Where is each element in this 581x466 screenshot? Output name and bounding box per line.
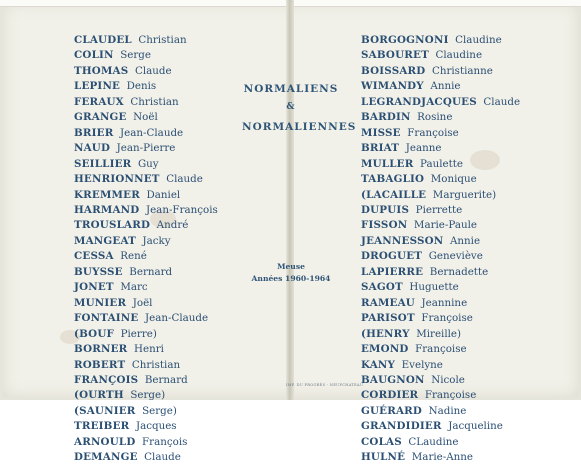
printer-imprint: IMP. DU PROGRÈS - NEUFCHATEAU [286,383,364,387]
name-entry [361,327,520,342]
name-entry [361,419,520,434]
given-name: Jacques [135,420,177,433]
given-name: Christianne [431,64,493,77]
given-name: Marc [120,281,148,294]
surname: COLAS [361,435,402,448]
given-name: Jeanne [405,142,442,155]
given-name: Bernadette [429,265,489,278]
name-entry [74,234,218,249]
name-entry [361,48,520,63]
given-name: Bernard [144,373,188,386]
name-entry [74,342,218,357]
name-entry [74,110,218,125]
name-entry [74,265,218,280]
left-name-list [74,33,218,466]
name-entry [74,157,218,172]
given-name: Françoise [415,343,467,356]
surname: BOISSARD [361,64,426,77]
title-normaliennes: NORMALIENNES [242,121,357,133]
given-name: Nicole [431,373,465,386]
given-name: André [156,219,189,232]
name-entry [361,203,520,218]
name-entry [74,188,218,203]
name-entry [361,157,520,172]
given-name: Christian [131,358,181,371]
name-entry [361,435,520,450]
given-name: Rosine [417,111,453,124]
surname: KANY [361,358,396,371]
surname: WIMANDY [361,80,424,93]
surname: SAGOT [361,281,403,294]
surname: DEMANGE [74,451,138,464]
given-name: Daniel [146,188,181,201]
place-label: Meuse [277,262,305,271]
title-normaliens: NORMALIENS [243,83,339,95]
surname: BORGOGNONI [361,34,449,46]
given-name: Serge) [130,389,166,402]
surname: ROBERT [74,358,126,371]
name-entry [361,265,520,280]
surname: BRIER [74,126,114,139]
surname: JEANNESSON [361,234,444,247]
name-entry [74,64,218,79]
given-name: Françoise [424,389,477,402]
name-entry [361,126,520,141]
name-entry [74,141,218,156]
surname: MANGEAT [74,234,136,247]
name-entry [361,311,520,326]
given-name: Pierre) [120,327,157,340]
given-name: Serge) [142,404,177,417]
given-name: Marie-Paule [413,219,477,232]
surname: MULLER [361,157,414,170]
name-entry [361,342,520,357]
surname: BORNER [74,343,128,356]
name-entry [74,419,218,434]
surname: KREMMER [74,188,140,201]
name-entry [74,172,218,187]
surname: DUPUIS [361,203,410,216]
name-entry [74,373,218,388]
surname: FONTAINE [74,312,139,325]
given-name: Claudine [455,34,502,46]
given-name: Henri [134,343,164,356]
given-name: Nadine [428,404,467,417]
given-name: Monique [430,173,477,186]
given-name: Jacqueline [448,420,503,433]
name-entry [74,203,218,218]
given-name: Mireille) [416,327,462,340]
name-entry [74,358,218,373]
surname: GRANGE [74,111,127,124]
name-entry [361,79,520,94]
name-entry [74,450,218,465]
surname: MUNIER [74,296,127,309]
given-name: Marie-Anne [411,451,474,464]
surname: GRANDIDIER [361,420,442,433]
name-entry [361,280,520,295]
surname: (HENRY [361,327,410,340]
given-name: Jean-François [145,203,218,216]
name-entry [74,404,218,419]
given-name: Evelyne [401,358,443,371]
name-entry [361,188,520,203]
surname: (BOUF [74,327,115,340]
given-name: Serge [120,49,151,62]
given-name: Guy [137,157,159,170]
name-entry [74,249,218,264]
center-fold [286,0,294,400]
surname: MISSE [361,126,401,139]
name-entry [74,79,218,94]
given-name: Huguette [409,281,459,294]
surname: LAPIERRE [361,265,424,278]
surname: ARNOULD [74,435,136,448]
given-name: Pierrette [415,203,463,216]
surname: FERAUX [74,95,124,108]
name-entry [74,33,218,48]
given-name: CLaudine [408,435,459,448]
name-entry [361,141,520,156]
given-name: Marguerite) [432,188,497,201]
surname: BARDIN [361,111,411,124]
given-name: Claudine [435,49,483,62]
name-entry [74,218,218,233]
surname: FRANÇOIS [74,373,139,386]
surname: THOMAS [74,64,129,77]
given-name: Denis [126,80,157,93]
given-name: Annie [449,234,481,247]
given-name: Claude [134,64,172,77]
name-entry [361,110,520,125]
surname: HULNÉ [361,451,406,464]
given-name: René [120,250,147,263]
surname: CESSA [74,250,114,263]
surname: TABAGLIO [361,173,425,186]
name-entry [74,435,218,450]
surname: RAMEAU [361,296,415,309]
surname: TROUSLARD [74,219,151,232]
surname: SABOURET [361,49,429,62]
given-name: Annie [430,80,461,93]
name-entry [361,234,520,249]
name-entry [361,404,520,419]
surname: CLAUDEL [74,34,132,46]
given-name: Jean-Claude [145,312,209,325]
given-name: Paulette [420,157,464,170]
right-name-list [361,33,520,466]
name-entry [361,249,520,264]
name-entry [361,388,520,403]
name-entry [74,95,218,110]
surname: FISSON [361,219,408,232]
name-entry [361,373,520,388]
given-name: Geneviève [428,250,483,263]
given-name: Joël [132,296,153,309]
name-entry [361,358,520,373]
surname: HENRIONNET [74,173,160,186]
given-name: Christian [138,34,187,46]
name-entry [74,388,218,403]
name-entry [361,218,520,233]
surname: COLIN [74,49,114,62]
name-entry [74,327,218,342]
surname: LEGRANDJACQUES [361,95,477,108]
name-entry [74,311,218,326]
name-entry [361,296,520,311]
given-name: Jacky [142,234,171,247]
name-entry [361,95,520,110]
given-name: Françoise [407,126,459,139]
given-name: Jean-Claude [120,126,184,139]
surname: GUÉRARD [361,404,423,417]
given-name: Claude [144,451,181,464]
given-name: Jeannine [421,296,468,309]
surname: SEILLIER [74,157,132,170]
name-entry [74,48,218,63]
years-label: Années 1960-1964 [251,274,331,283]
name-entry [361,450,520,465]
surname: TREIBER [74,420,130,433]
given-name: Françoise [421,312,473,325]
given-name: François [142,435,188,448]
surname: CORDIER [361,389,419,402]
given-name: Claude [166,173,203,186]
surname: NAUD [74,142,111,155]
surname: JONET [74,281,114,294]
surname: (LACAILLE [361,188,427,201]
surname: HARMAND [74,203,140,216]
name-entry [361,64,520,79]
given-name: Jean-Pierre [116,142,176,155]
given-name: Christian [130,95,179,108]
given-name: Claude [483,95,521,108]
title-ampersand: & [286,102,296,112]
name-entry [361,172,520,187]
name-entry [74,280,218,295]
name-entry [74,296,218,311]
surname: BUYSSE [74,265,123,278]
surname: EMOND [361,343,409,356]
surname: BAUGNON [361,373,425,386]
surname: PARISOT [361,312,415,325]
surname: LEPINE [74,80,121,93]
surname: (OURTH [74,389,124,402]
given-name: Noël [133,111,158,124]
given-name: Bernard [129,265,173,278]
surname: DROGUET [361,250,423,263]
name-entry [361,33,520,48]
surname: (SAUNIER [74,404,136,417]
name-entry [74,126,218,141]
surname: BRIAT [361,142,400,155]
